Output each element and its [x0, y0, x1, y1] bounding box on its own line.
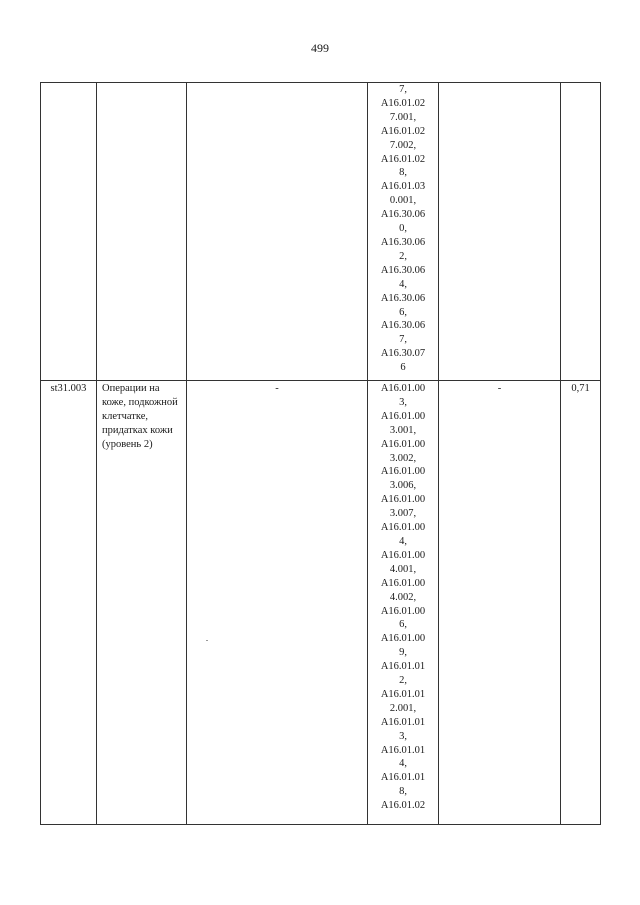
service-code-line: A16.01.01 — [380, 716, 426, 728]
kpg-name-cell: Операции на коже, подкожной клетчатке, придатках кожи (уровень 2) — [97, 381, 187, 825]
service-code-line: 3.002, — [389, 452, 417, 464]
service-code-line: 4, — [399, 278, 407, 290]
service-code-line: A16.01.02 — [380, 800, 426, 812]
service-code-line: 3.006, — [389, 480, 417, 492]
service-code-line: A16.30.06 — [380, 209, 426, 221]
service-code-line: 2, — [399, 250, 407, 262]
service-code-line: 8, — [399, 786, 407, 798]
service-code-line: 7, — [399, 334, 407, 346]
service-code-line: 7.002, — [389, 139, 417, 151]
service-code-line: 6, — [399, 619, 407, 631]
service-code-line: 2, — [399, 675, 407, 687]
other-criteria-cell — [439, 83, 561, 381]
service-codes-list — [370, 382, 436, 813]
service-code-line: 2.001, — [389, 702, 417, 714]
service-code-line: A16.01.00 — [380, 577, 426, 589]
page-number: 499 — [311, 41, 329, 55]
service-code-line: 3, — [399, 730, 407, 742]
service-code-line: 4, — [399, 535, 407, 547]
kpg-code-cell: st31.003 — [41, 381, 97, 825]
service-codes-cell — [368, 381, 439, 825]
service-code-line: A16.30.06 — [380, 320, 426, 332]
service-code-line: 4.002, — [389, 591, 417, 603]
service-code-line: A16.01.00 — [380, 410, 426, 422]
service-code-line: A16.01.01 — [380, 744, 426, 756]
service-code-line: A16.01.00 — [380, 549, 426, 561]
scan-speck — [206, 640, 208, 641]
service-code-line: 7.001, — [389, 111, 417, 123]
service-code-line: 4.001, — [389, 563, 417, 575]
service-code-line: 9, — [399, 647, 407, 659]
diagnosis-codes-cell: - — [187, 381, 368, 825]
service-code-line: A16.30.06 — [380, 236, 426, 248]
coefficient-cell — [561, 83, 601, 381]
other-criteria-cell: - — [439, 381, 561, 825]
service-code-line: 6, — [399, 306, 407, 318]
service-code-line: A16.01.00 — [380, 522, 426, 534]
service-codes-cell — [368, 83, 439, 381]
service-code-line: 7, — [399, 84, 407, 95]
service-code-line: 8, — [399, 167, 407, 179]
service-code-line: A16.01.01 — [380, 772, 426, 784]
service-code-line: A16.01.00 — [380, 438, 426, 450]
service-code-line: A16.01.02 — [380, 97, 426, 109]
service-codes-list — [370, 83, 436, 375]
service-code-line: 3, — [399, 396, 407, 408]
service-code-line: A16.01.01 — [380, 688, 426, 700]
coefficient-cell: 0,71 — [561, 381, 601, 825]
service-code-line: 3.007, — [389, 508, 417, 520]
service-code-line: A16.01.00 — [380, 633, 426, 645]
service-code-line: A16.01.00 — [380, 383, 426, 394]
service-code-line: A16.01.03 — [380, 181, 426, 193]
table-row — [41, 83, 601, 381]
tariff-table — [40, 82, 601, 825]
service-code-line: 6 — [400, 362, 406, 374]
kpg-name-cell — [97, 83, 187, 381]
service-code-line: A16.30.07 — [380, 348, 426, 360]
service-code-line: A16.01.00 — [380, 605, 426, 617]
service-code-line: A16.01.00 — [380, 494, 426, 506]
service-code-line: 4, — [399, 758, 407, 770]
service-code-line: 0, — [399, 223, 407, 235]
service-code-line: A16.01.00 — [380, 466, 426, 478]
service-code-line: A16.30.06 — [380, 292, 426, 304]
service-code-line: A16.30.06 — [380, 264, 426, 276]
service-code-line: A16.01.02 — [380, 125, 426, 137]
service-code-line: A16.01.02 — [380, 153, 426, 165]
service-code-line: A16.01.01 — [380, 661, 426, 673]
kpg-code-cell — [41, 83, 97, 381]
table-row — [41, 381, 601, 825]
diagnosis-codes-cell — [187, 83, 368, 381]
service-code-line: 3.001, — [389, 424, 417, 436]
service-code-line: 0.001, — [389, 195, 417, 207]
